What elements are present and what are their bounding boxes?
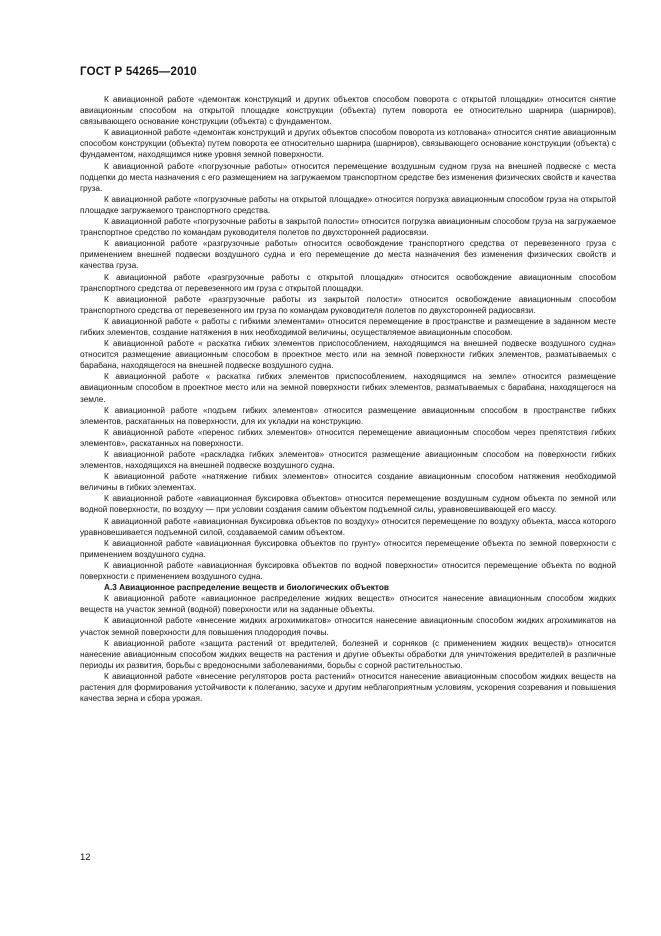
paragraph: К авиационной работе «перенос гибких элементов» относится перемещение авиационным способом через препятствия гибких элементов», раскатанных на поверхности. (80, 427, 616, 448)
paragraph: К авиационной работе «разгрузочные работы» относится освобождение транспортного средства от перевезенного груза с применением внешней подвески воздушного судна и его перемещение до места назначения без изменения физических свойств и качества груза. (80, 239, 616, 271)
document-header: ГОСТ Р 54265—2010 (80, 66, 197, 78)
paragraph: К авиационной работе «погрузочные работы на открытой площадке» относится погрузка авиационным способом груза на открытой площадке загружаемого транспортного средства. (80, 194, 616, 215)
paragraph: К авиационной работе «натяжение гибких элементов» относится создание авиационным способом натяжения необходимой величины в гибких элементах. (80, 472, 616, 493)
paragraph: К авиационной работе «демонтаж конструкций и других объектов способом поворота с открытой площадки» относится снятие авиационным способом на открытой площадке конструкции (объекта) путем поворота ее относительно шарнира (шарниров), связывающего основание конструкции (объекта) с фундаментом. (80, 95, 616, 127)
body-text (80, 94, 616, 704)
paragraph: К авиационной работе «разгрузочные работы из закрытой полости» относится освобождение авиационным способом транспортного средства от перевезенного им груза по командам руководителя полетов по двухсторонней радиосвязи. (80, 294, 616, 315)
page-number: 12 (80, 852, 91, 863)
paragraph: К авиационной работе «внесение регуляторов роста растений» относится нанесение авиационным способом жидких веществ на растения для формирования устойчивости к полеганию, засухе и другим неблагоприятным условиям, ускорения созревания и повышения качества зерна и сбора урожая. (80, 671, 616, 704)
paragraph: К авиационной работе «погрузочные работы» относится перемещение воздушным судном груза на внешней подвеске с места подцепки до места назначения с его размещением на загружаемом транспортном средстве без изменения физических свойств и качества груза. (80, 161, 616, 193)
paragraph: К авиационной работе «авиационное распределение жидких веществ» относится нанесение авиационным способом жидких веществ на участок земной (водной) поверхности или на заданные объекты. (80, 594, 616, 615)
paragraph: К авиационной работе «демонтаж конструкций и других объектов способом поворота из котлована» относится снятие авиационным способом конструкции (объекта) путем поворота ее относительно шарнира (шарниров), связывающего основание конструкции (объекта) с фундаментом, находящимся ниже уровня земной поверхности. (80, 128, 616, 160)
paragraph: К авиационной работе «разгрузочные работы с открытой площадки» относится освобождение авиационным способом транспортного средства от перевезенного им груза с открытой площадки. (80, 272, 616, 293)
paragraph: К авиационной работе « работы с гибкими элементами» относится перемещение в пространстве и размещение в заданном месте гибких элементов, создание натяжения в них необходимой величины, осуществляемое авиационным способом. (80, 316, 616, 337)
paragraph: К авиационной работе «внесение жидких агрохимикатов» относится нанесение авиационным способом жидких агрохимикатов на участок земной поверхности для повышения плодородия почвы. (80, 616, 616, 637)
paragraph: К авиационной работе «авиационная буксировка объектов по воздуху» относится перемещение по воздуху объекта, масса которого уравновешивается подъемной силой, создаваемой самим объектом. (80, 516, 616, 537)
paragraph: К авиационной работе « раскатка гибких элементов приспособлением, находящимся на внешней подвеске воздушного судна» относится размещение авиационным способом в проектное место или на земной поверхности гибких элементов, разматываемых с барабана, находящегося на внешней подвеске воздушного судна. (80, 339, 616, 371)
paragraph: К авиационной работе «авиационная буксировка объектов по водной поверхности» относится перемещение объекта по водной поверхности с применением воздушного судна. (80, 560, 616, 582)
paragraph: К авиационной работе «подъем гибких элементов» относится размещение авиационным способом в пространстве гибких элементов, раскатанных на поверхности, для их укладки на конструкцию. (80, 405, 616, 426)
paragraph: К авиационной работе « раскатка гибких элементов приспособлением, находящимся на земле» относится размещение авиационным способом в проектное место или на земной поверхности гибких элементов, разматываемых с барабана, находящегося на земле. (80, 372, 616, 404)
paragraph: К авиационной работе «авиационная буксировка объектов по грунту» относится перемещение объекта по земной поверхности с применением воздушного судна. (80, 538, 616, 559)
paragraph: К авиационной работе «погрузочные работы в закрытой полости» относится погрузка авиационным способом груза на загружаемое транспортное средство по командам руководителя полетов по двухсторонней радиосвязи. (80, 217, 616, 238)
paragraph: К авиационной работе «авиационная буксировка объектов» относится перемещение воздушным судном объекта по земной или водной поверхности, по воздуху — при условии создания самим объектом подъемной силы, уравновешивающей его массу. (80, 494, 616, 515)
paragraph: К авиационной работе «раскладка гибких элементов» относится размещение авиационным способом на поверхности гибких элементов, находящихся на внешней подвеске воздушного судна. (80, 450, 616, 471)
section-heading: А.3 Авиационное распределение веществ и биологических объектов (104, 583, 389, 593)
paragraph: К авиационной работе «защита растений от вредителей, болезней и сорняков (с применением жидких веществ)» относится нанесение авиационным способом жидких веществ на растения и другие объекты обработки для уничтожения вредителей в различные периоды их развития, борьбы с вредоносными заболеваниями, борьбы с сорной растительностью. (80, 638, 616, 670)
